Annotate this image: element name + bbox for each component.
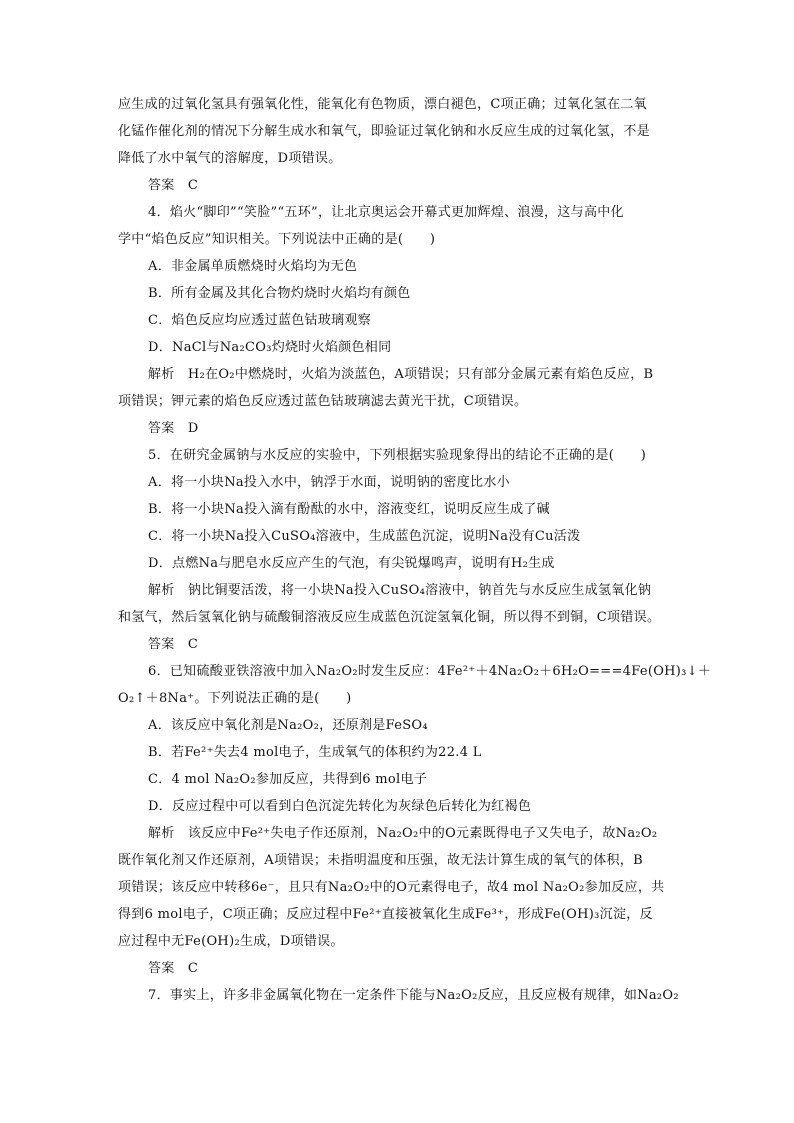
text-line: 答案 C [148,637,199,652]
text-line: 答案 C [148,178,199,193]
text-line: 解析 H₂在O₂中燃烧时，火焰为淡蓝色，A项错误；只有部分金属元素有焰色反应，B [148,367,654,382]
text-line: 答案 D [148,421,199,436]
text-line: 7．事实上，许多非金属氧化物在一定条件下能与Na₂O₂反应，且反应极有规律，如Na₂O₂ [148,988,679,1003]
text-line: 答案 C [148,961,199,976]
text-line: 学中“焰色反应”知识相关。下列说法中正确的是( ) [118,232,436,247]
text-line: 4．焰火“脚印”“笑脸”“五环”，让北京奥运会开幕式更加辉煌、浪漫，这与高中化 [148,205,624,220]
text-line: 5．在研究金属钠与水反应的实验中，下列根据实验现象得出的结论不正确的是( ) [148,448,647,463]
text-line: D．点燃Na与肥皂水反应产生的气泡，有尖锐爆鸣声，说明有H₂生成 [148,556,555,571]
text-line: C．将一小块Na投入CuSO₄溶液中，生成蓝色沉淀，说明Na没有Cu活泼 [148,529,581,544]
text-line: 解析 该反应中Fe²⁺失电子作还原剂，Na₂O₂中的O元素既得电子又失电子，故Na₂O₂ [148,826,658,841]
text-line: 项错误；钾元素的焰色反应透过蓝色钴玻璃滤去黄光干扰，C项错误。 [118,394,528,409]
text-line: 和氢气，然后氢氧化钠与硫酸铜溶液反应生成蓝色沉淀氢氧化铜，所以得不到铜，C项错误。 [118,610,661,625]
text-line: A．非金属单质燃烧时火焰均为无色 [148,259,358,274]
text-line: A．将一小块Na投入水中，钠浮于水面，说明钠的密度比水小 [148,475,510,490]
text-line: 应生成的过氧化氢具有强氧化性，能氧化有色物质，漂白褪色，C项正确；过氧化氢在二氧 [118,97,647,112]
text-line: C．焰色反应均应透过蓝色钴玻璃观察 [148,313,372,328]
text-line: 化锰作催化剂的情况下分解生成水和氧气，即验证过氧化钠和水反应生成的过氧化氢，不是 [118,124,651,139]
text-line: 项错误；该反应中转移6e⁻，且只有Na₂O₂中的O元素得电子，故4 mol Na₂O₂参加反应，共 [118,880,665,895]
text-line: O₂↑＋8Na⁺。下列说法正确的是( ) [118,691,352,706]
text-line: C．4 mol Na₂O₂参加反应，共得到6 mol电子 [148,772,428,787]
text-line: A．该反应中氧化剂是Na₂O₂，还原剂是FeSO₄ [148,718,428,733]
document-body [118,91,712,1009]
text-line: 应过程中无Fe(OH)₂生成，D项错误。 [118,934,344,949]
text-line: 6．已知硫酸亚铁溶液中加入Na₂O₂时发生反应：4Fe²⁺＋4Na₂O₂＋6H₂O===4Fe(OH)₃↓＋ [148,664,712,679]
text-line: D．反应过程中可以看到白色沉淀先转化为灰绿色后转化为红褐色 [148,799,532,814]
text-line: B．所有金属及其化合物灼烧时火焰均有颜色 [148,286,411,301]
text-line: 降低了水中氧气的溶解度，D项错误。 [118,151,342,166]
text-line: B．将一小块Na投入滴有酚酞的水中，溶液变红，说明反应生成了碱 [148,502,550,517]
text-line: B．若Fe²⁺失去4 mol电子，生成氧气的体积约为22.4 L [148,745,482,760]
text-line: D．NaCl与Na₂CO₃灼烧时火焰颜色相同 [148,340,392,355]
text-line: 得到6 mol电子，C项正确；反应过程中Fe²⁺直接被氧化生成Fe³⁺，形成Fe(OH)₃沉淀，反 [118,907,653,922]
text-line: 既作氧化剂又作还原剂，A项错误；未指明温度和压强，故无法计算生成的氧气的体积，B [118,853,643,868]
text-line: 解析 钠比铜要活泼，将一小块Na投入CuSO₄溶液中，钠首先与水反应生成氢氧化钠 [148,583,652,598]
